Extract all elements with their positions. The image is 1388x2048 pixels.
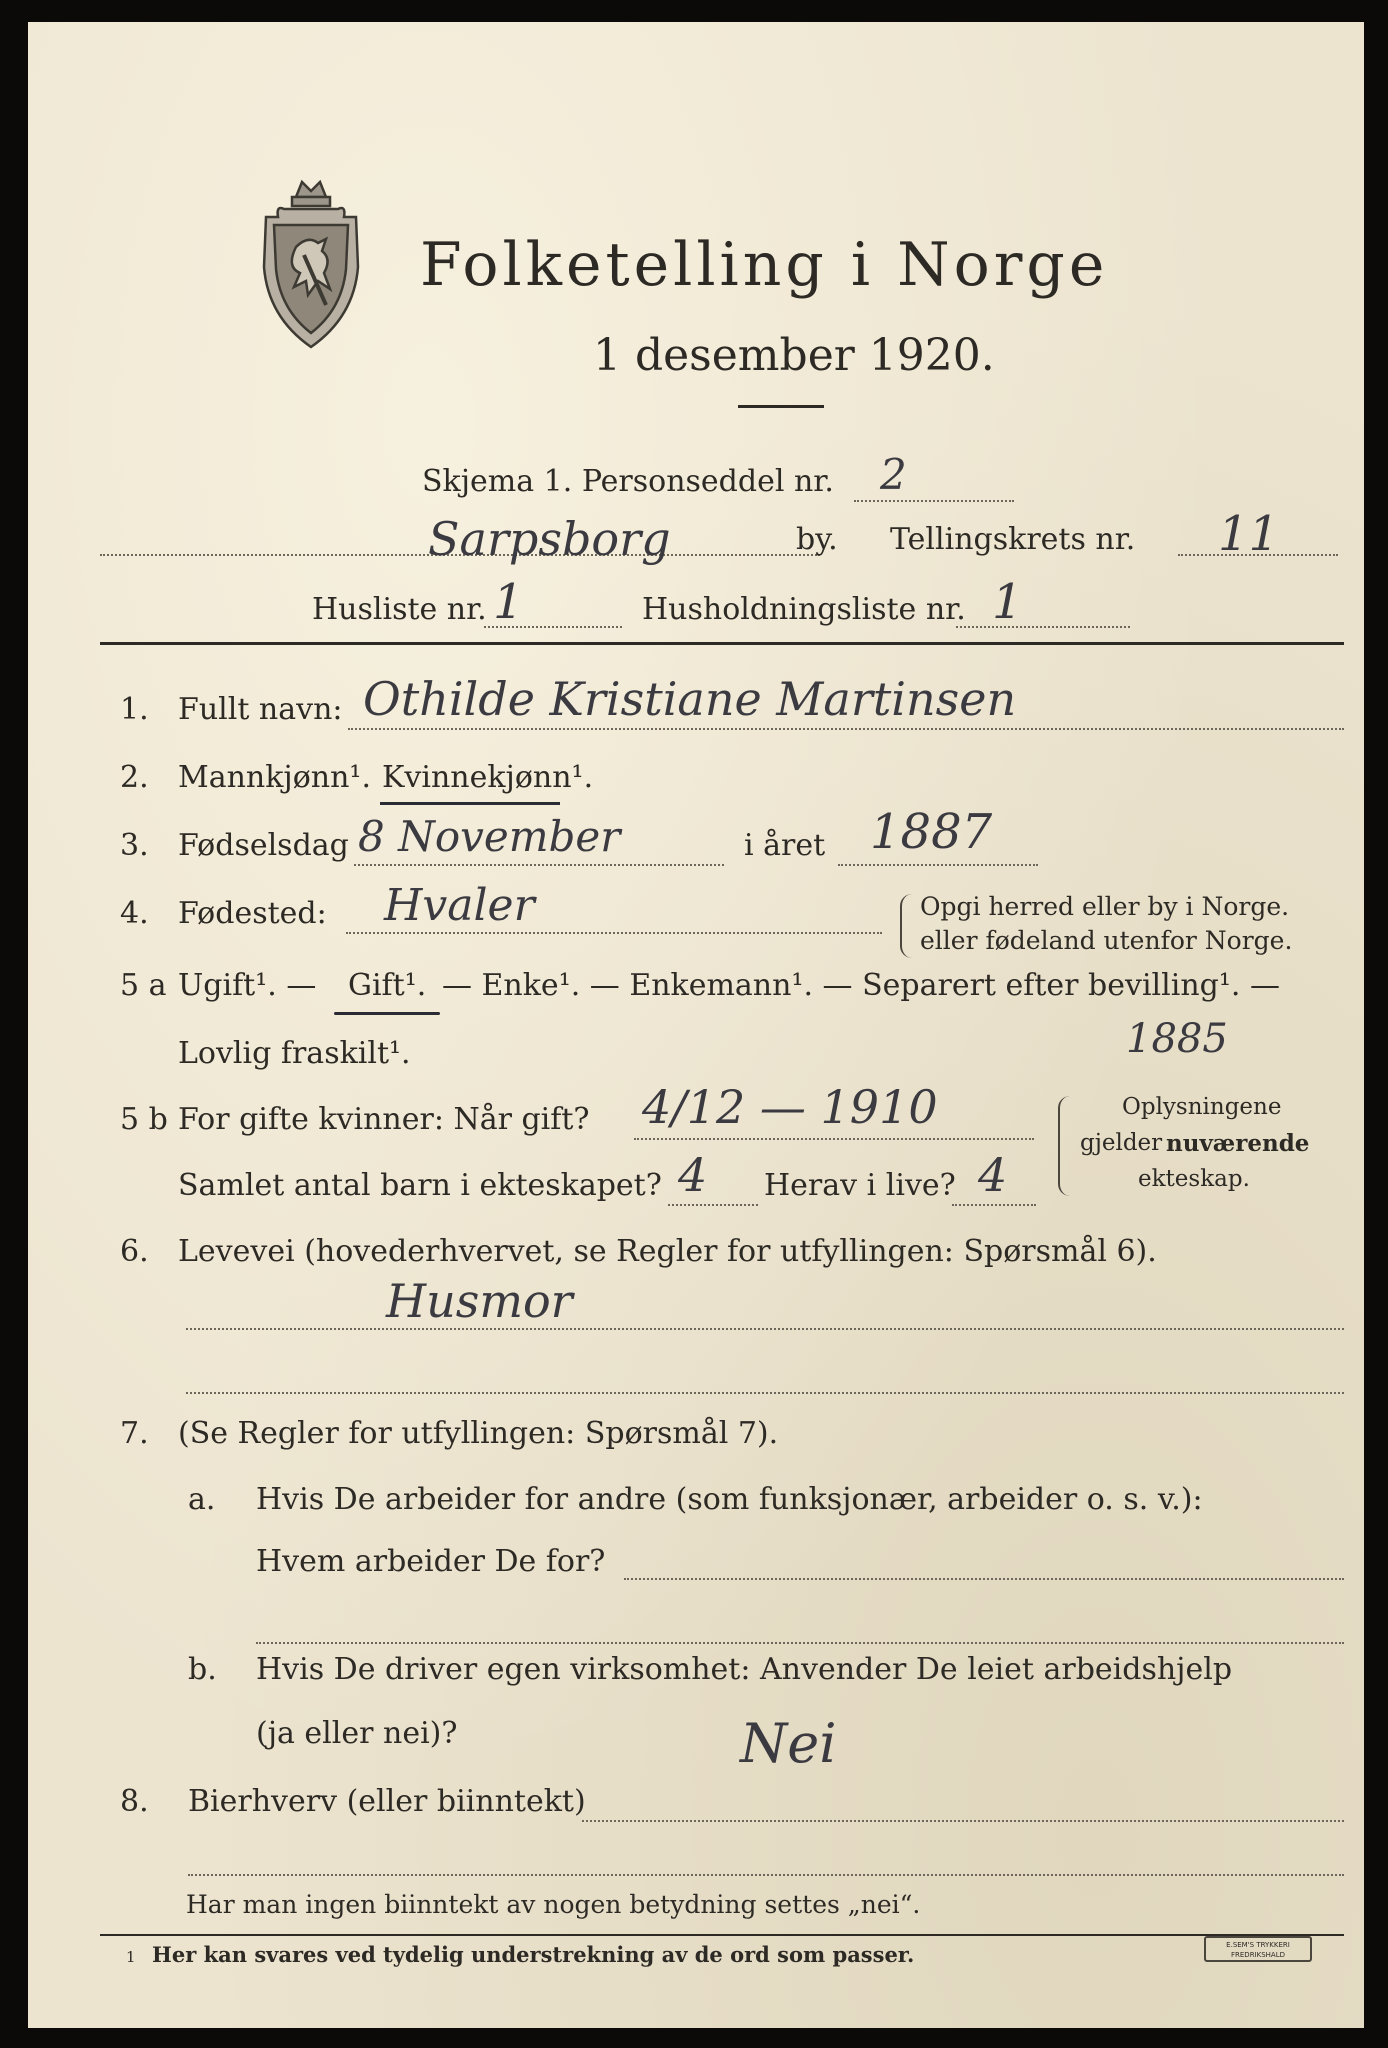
q3-year-label: i året (744, 828, 826, 863)
q4-brace (900, 894, 912, 958)
married-date-value: 4/12 — 1910 (642, 1080, 938, 1134)
footnote-divider (100, 1934, 1344, 1936)
q3-number: 3. (120, 828, 149, 863)
footnote-text: Her kan svares ved tydelig understrekning av de ord som passer. (152, 1942, 915, 1967)
q5b-married-line (634, 1138, 1034, 1140)
q7b-line2: (ja eller nei)? (256, 1716, 458, 1751)
q6-label: Levevei (hovederhvervet, se Regler for utfyllingen: Spørsmål 6). (178, 1234, 1157, 1269)
q7a-number: a. (188, 1482, 216, 1517)
q5b-note-line1: Oplysningene (1122, 1094, 1282, 1120)
q7a-line (624, 1578, 1344, 1580)
hired-help-value: Nei (740, 1712, 837, 1775)
q7a-label: Hvis De arbeider for andre (som funksjonær, arbeider o. s. v.): (256, 1482, 1203, 1517)
footnote-number: 1 (126, 1948, 136, 1966)
gift-underline (334, 1012, 440, 1015)
q5b-note-line2: gjelder (1080, 1130, 1163, 1156)
husholdning-line (956, 626, 1130, 628)
occupation-value: Husmor (386, 1274, 573, 1328)
q3-day-line (354, 864, 724, 866)
printer-stamp-line1: E.SEM'S TRYKKERI (1226, 1941, 1290, 1949)
city-value: Sarpsborg (428, 512, 671, 566)
q5a-annotation: 1885 (1126, 1016, 1228, 1062)
printer-stamp (1204, 1936, 1312, 1962)
q5a-number: 5 a (120, 968, 167, 1003)
q5a-line2: Lovlig fraskilt¹. (178, 1036, 411, 1071)
coat-of-arms-icon (256, 177, 366, 352)
q4-note-line2: eller fødeland utenfor Norge. (920, 926, 1293, 955)
q5a-rest: — Enke¹. — Enkemann¹. — Separert efter bevilling¹. — (442, 968, 1280, 1003)
q2-female-option: Kvinnekjønn¹. (382, 760, 594, 795)
q6-line2 (186, 1392, 1344, 1394)
birth-day-value: 8 November (358, 812, 621, 861)
q8-label: Bierhverv (eller biinntekt) (188, 1784, 586, 1819)
q7b-number: b. (188, 1652, 217, 1687)
q5b-label: For gifte kvinner: Når gift? (178, 1102, 590, 1137)
q4-number: 4. (120, 896, 149, 931)
q8-number: 8. (120, 1784, 149, 1819)
q7a-line2: Hvem arbeider De for? (256, 1544, 606, 1579)
q1-line (348, 728, 1344, 730)
q3-year-line (838, 864, 1038, 866)
q5b-note-line3: ekteskap. (1138, 1166, 1250, 1192)
q5b-children-label: Samlet antal barn i ekteskapet? (178, 1168, 662, 1203)
form-title: Folketelling i Norge (420, 230, 1109, 300)
children-count-value: 4 (678, 1148, 708, 1202)
q8-line (582, 1820, 1344, 1822)
q8-line2 (188, 1874, 1344, 1876)
q5b-number: 5 b (120, 1102, 168, 1137)
note-text: Har man ingen biinntekt av nogen betydning settes „nei“. (186, 1890, 921, 1919)
city-suffix: by. (796, 522, 838, 557)
q5a-gift: Gift¹. (348, 968, 427, 1003)
birth-year-value: 1887 (870, 804, 993, 860)
q6-line1 (186, 1328, 1344, 1330)
full-name-value: Othilde Kristiane Martinsen (363, 672, 1017, 726)
q4-label: Fødested: (178, 896, 327, 931)
q5b-children-line (668, 1204, 758, 1206)
q4-line (346, 932, 882, 934)
female-underline (380, 802, 560, 805)
title-divider (738, 405, 824, 408)
q1-number: 1. (120, 692, 149, 727)
q7b-label: Hvis De driver egen virksomhet: Anvender De leiet arbeidshjelp (256, 1652, 1233, 1687)
q3-label: Fødselsdag (178, 828, 349, 863)
q7-label: (Se Regler for utfyllingen: Spørsmål 7). (178, 1416, 779, 1451)
q5b-note-line2b: nuværende (1166, 1130, 1310, 1157)
q4-note-line1: Opgi herred eller by i Norge. (920, 892, 1290, 921)
q5b-alive-label: Herav i live? (764, 1168, 956, 1203)
schema-label: Skjema 1. Personseddel nr. (422, 464, 834, 499)
section-divider (100, 642, 1344, 645)
husliste-label: Husliste nr. (312, 592, 487, 627)
printer-stamp-line2: FREDRIKSHALD (1230, 1951, 1285, 1959)
husliste-value: 1 (493, 574, 524, 630)
q2-male-option: Mannkjønn¹. (178, 760, 371, 795)
q7-number: 7. (120, 1416, 149, 1451)
personseddel-line (854, 500, 1014, 502)
q5a-ugift: Ugift¹. — (178, 968, 317, 1003)
husholdning-label: Husholdningsliste nr. (642, 592, 966, 627)
q5b-brace (1058, 1096, 1072, 1196)
q6-number: 6. (120, 1234, 149, 1269)
tellingskrets-value: 11 (1218, 506, 1280, 562)
q1-label: Fullt navn: (178, 692, 343, 727)
tellingskrets-label: Tellingskrets nr. (890, 522, 1136, 557)
q5b-alive-line (952, 1204, 1036, 1206)
personseddel-number: 2 (880, 450, 907, 499)
husholdning-value: 1 (992, 574, 1023, 630)
form-date: 1 desember 1920. (593, 330, 995, 381)
birthplace-value: Hvaler (384, 880, 535, 931)
q7a-extra-line (256, 1642, 1344, 1644)
q2-number: 2. (120, 760, 149, 795)
census-form (28, 22, 1364, 2028)
children-alive-value: 4 (978, 1148, 1008, 1202)
